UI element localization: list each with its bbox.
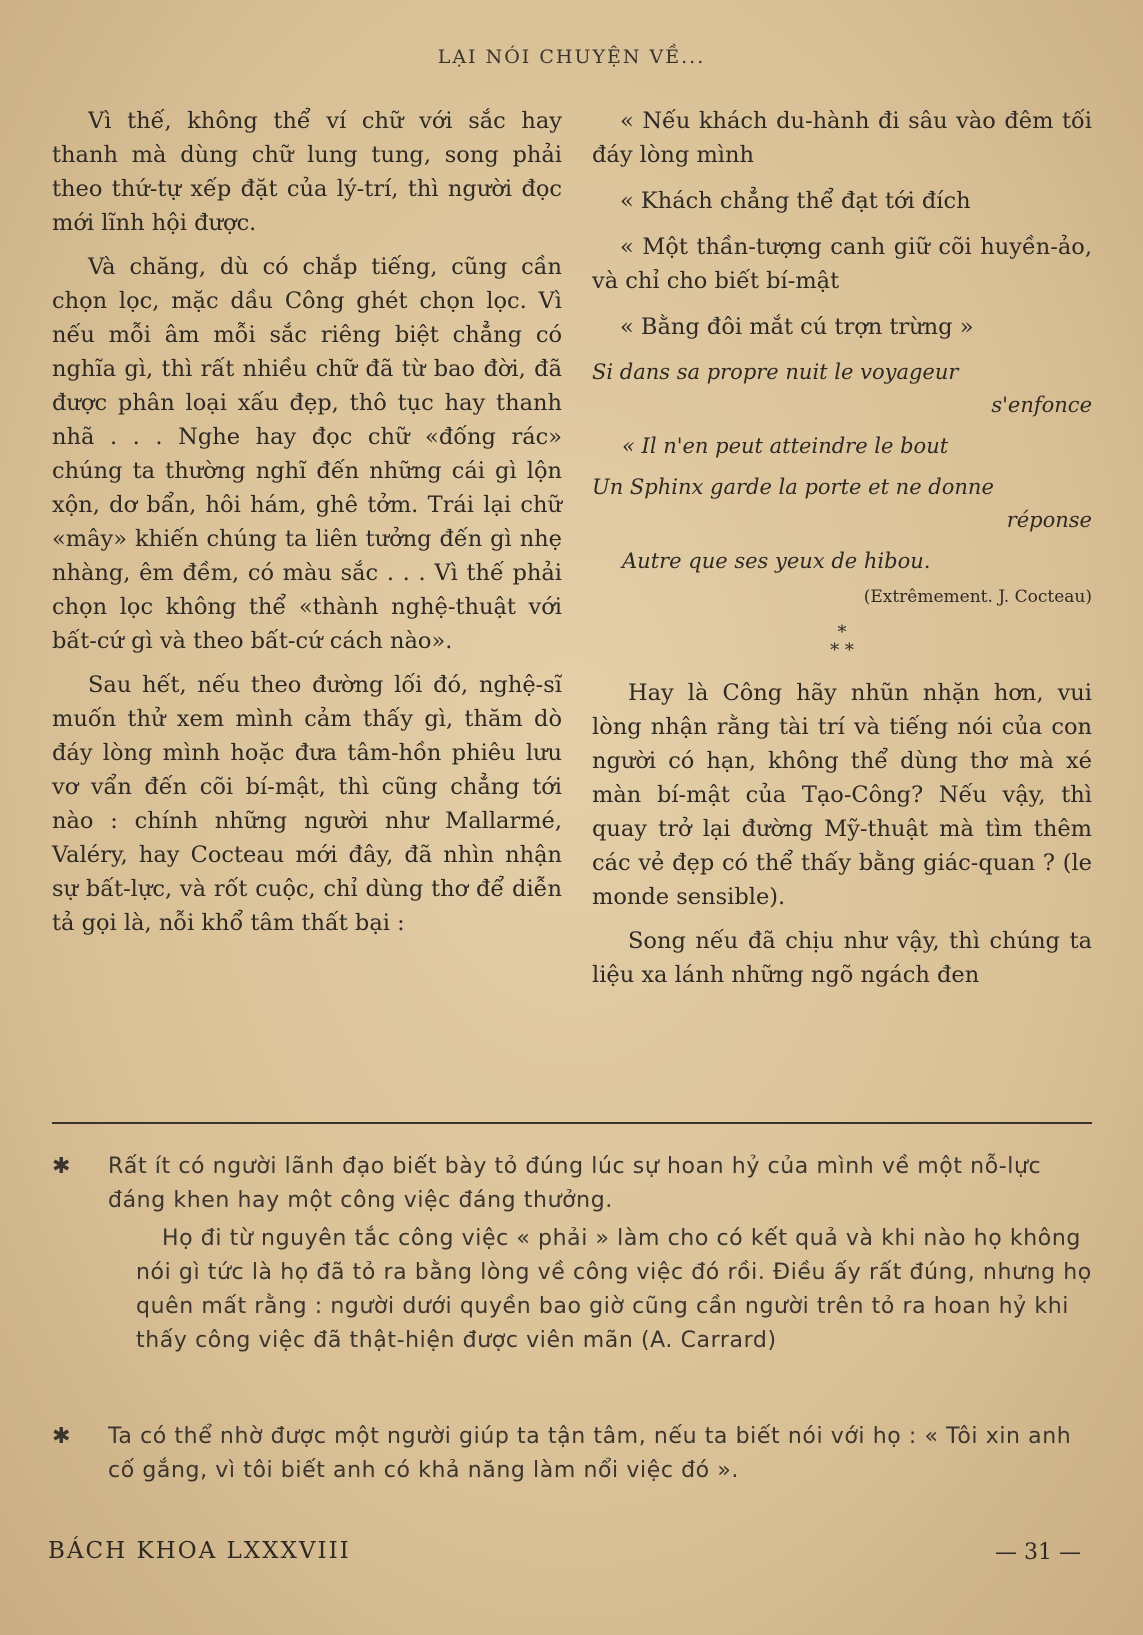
footnote <box>52 1150 1097 1218</box>
quote-line: « Bằng đôi mắt cú trợn trừng » <box>620 314 974 340</box>
footnote-text: Ta có thể nhờ được một người giúp ta tận tâm, nếu ta biết nói với họ : « Tôi xin anh cố gắng, vì tôi biết anh có khả năng làm nổi việc đó ». <box>108 1424 1072 1483</box>
footnote <box>52 1222 1097 1358</box>
running-title: LẠI NÓI CHUYỆN VỀ... <box>437 46 706 68</box>
citation: (Extrêmement. J. Cocteau) <box>863 587 1092 607</box>
quote-line: « Khách chẳng thể đạt tới đích <box>620 188 971 214</box>
body-paragraph: Vì thế, không thể ví chữ với sắc hay thanh mà dùng chữ lung tung, song phải theo thứ-tự xếp đặt của lý-trí, thì người đọc mới lĩnh hội được. <box>52 108 562 236</box>
asterisk-icon: ✱ <box>52 1154 72 1179</box>
asterisk-icon: ✱ <box>52 1424 72 1449</box>
body-paragraph: Hay là Công hãy nhũn nhặn hơn, vui lòng nhận rằng tài trí và tiếng nói của con người có hạn, không thể dùng thơ mà xé màn bí-mật của Tạo-Công? Nếu vậy, thì quay trở lại đường Mỹ-thuật mà tìm thêm các vẻ đẹp có thể thấy bằng giác-quan ? (le monde sensible). <box>592 680 1092 910</box>
left-column <box>52 104 562 950</box>
footnote <box>52 1420 1097 1488</box>
right-column <box>592 104 1092 1002</box>
french-verse-line <box>592 471 1092 537</box>
french-verse-continuation: s'enfonce <box>991 393 1092 417</box>
body-paragraph: Và chăng, dù có chắp tiếng, cũng cần chọn lọc, mặc dầu Công ghét chọn lọc. Vì nếu mỗi âm mỗi sắc riêng biệt chẳng có nghĩa gì, thì rất nhiều chữ đã từ bao đời, đã được phân loại xấu đẹp, thô tục hay thanh nhã . . . Nghe hay đọc chữ «đống rác» chúng ta thường nghĩ đến những cái gì lộn xộn, dơ bẩn, hôi hám, ghê tởm. Trái lại chữ «mây» khiến chúng ta liên tưởng đến gì nhẹ nhàng, êm đềm, có màu sắc . . . Vì thế phải chọn lọc không thể «thành nghệ-thuật với bất-cứ gì và theo bất-cứ cách nào». <box>52 254 562 654</box>
publication-name: BÁCH KHOA LXXXVIII <box>48 1538 351 1564</box>
quote-line: « Một thần-tượng canh giữ cõi huyền-ảo, và chỉ cho biết bí-mật <box>592 234 1092 294</box>
body-paragraph: Song nếu đã chịu như vậy, thì chúng ta liệu xa lánh những ngõ ngách đen <box>592 928 1092 988</box>
body-paragraph: Sau hết, nếu theo đường lối đó, nghệ-sĩ muốn thử xem mình cảm thấy gì, thăm dò đáy lòng mình hoặc đưa tâm-hồn phiêu lưu vơ vẩn đến cõi bí-mật, thì cũng chẳng tới nào : chính những người như Mallarmé, Valéry, hay Cocteau mới đây, đã nhìn nhận sự bất-lực, và rốt cuộc, chỉ dùng thơ để diễn tả gọi là, nỗi khổ tâm thất bại : <box>52 672 562 936</box>
french-verse-text: Si dans sa propre nuit le voyageur <box>592 360 959 384</box>
footnote-text: Họ đi từ nguyên tắc công việc « phải » làm cho có kết quả và khi nào họ không nói gì tức là họ đã tỏ ra bằng lòng về công việc đó rồi. Điều ấy rất đúng, nhưng họ quên mất rằng : người dưới quyền bao giờ cũng cần người trên tỏ ra hoan hỷ khi thấy công việc đã thật-hiện được viên mãn (A. Carrard) <box>136 1226 1092 1353</box>
french-verse-continuation: réponse <box>1006 508 1092 532</box>
quote-line: « Nếu khách du-hành đi sâu vào đêm tối đáy lòng mình <box>592 108 1092 168</box>
french-verse-line <box>592 356 1092 422</box>
page-number: — 31 — <box>995 1540 1081 1565</box>
footnote-divider <box>52 1122 1092 1124</box>
footnote-text: Rất ít có người lãnh đạo biết bày tỏ đúng lúc sự hoan hỷ của mình về một nỗ-lực đáng khen hay một công việc đáng thưởng. <box>108 1154 1042 1213</box>
section-separator: * * * <box>830 622 854 661</box>
french-verse-text: Un Sphinx garde la porte et ne donne <box>592 475 994 499</box>
french-verse-line: Autre que ses yeux de hibou. <box>622 549 931 573</box>
french-verse-line: « Il n'en peut atteindre le bout <box>622 434 949 458</box>
